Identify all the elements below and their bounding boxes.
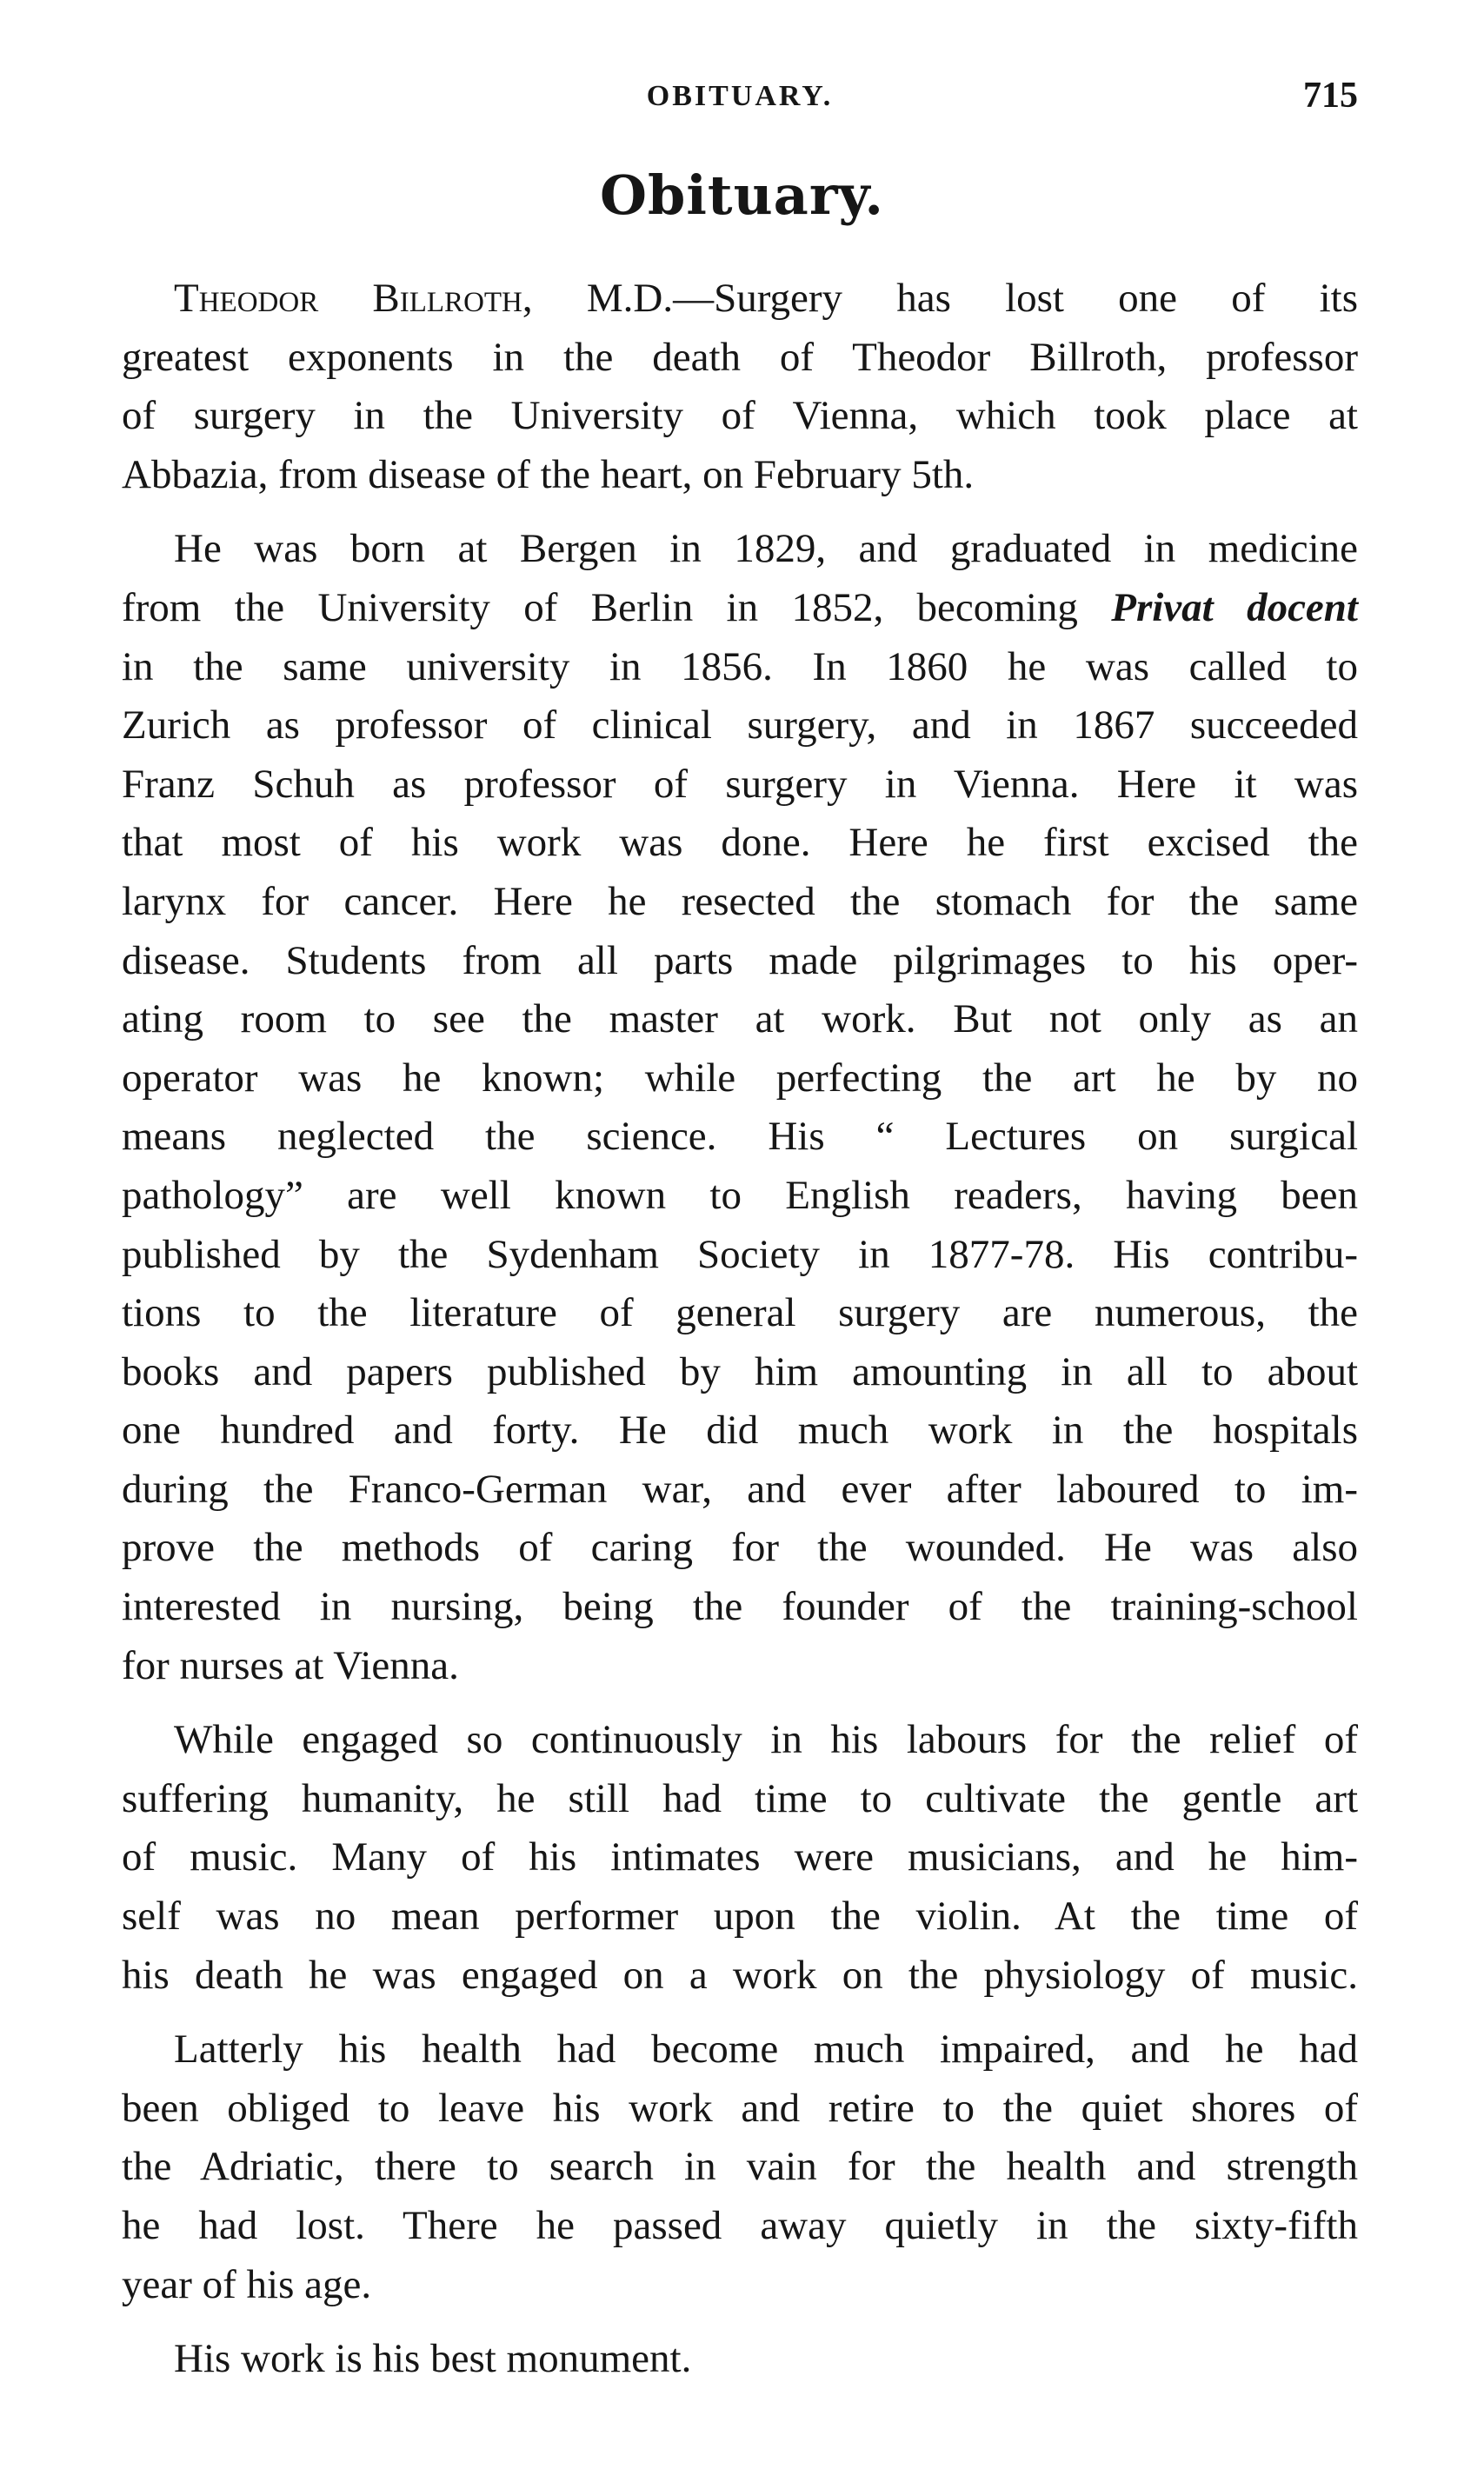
text-line: While engaged so continuously in his labours for the relief of bbox=[174, 1717, 1358, 1763]
running-head: OBITUARY. bbox=[646, 80, 834, 112]
text-line: in the same university in 1856. In 1860 he was called to bbox=[122, 643, 1358, 689]
text-line: disease. Students from all parts made pilgrimages to his oper- bbox=[122, 937, 1358, 983]
paragraph bbox=[122, 2330, 1358, 2389]
text-line: self was no mean performer upon the violin. At the time of bbox=[122, 1893, 1358, 1940]
text-line: pathology” are well known to English readers, having been bbox=[122, 1172, 1358, 1218]
text-line: suffering humanity, he still had time to cultivate the gentle art bbox=[122, 1775, 1358, 1821]
paragraph bbox=[122, 2020, 1358, 2314]
text-line: of surgery in the University of Vienna, which took place at bbox=[122, 393, 1358, 439]
italic-term: Privat docent bbox=[1111, 584, 1358, 630]
text-line: greatest exponents in the death of Theodor Billroth, professor bbox=[122, 334, 1358, 380]
text-line: during the Franco-German war, and ever after laboured to im- bbox=[122, 1466, 1358, 1512]
section-title: Obituary. bbox=[600, 163, 884, 227]
paragraph bbox=[122, 270, 1358, 504]
text-line: Zurich as professor of clinical surgery, and in 1867 succeeded bbox=[122, 702, 1358, 749]
text-line: of music. Many of his intimates were musicians, and he him- bbox=[122, 1834, 1358, 1880]
text-line: from the University of Berlin in 1852, becoming Privat docent bbox=[122, 584, 1358, 630]
text-line: his death he was engaged on a work on the physiology of music. bbox=[122, 1952, 1358, 1998]
paragraph bbox=[122, 1711, 1358, 2005]
page-header bbox=[122, 76, 1358, 132]
text-line: books and papers published by him amounting in all to about bbox=[122, 1348, 1358, 1394]
text-line: operator was he known; while perfecting the art he by no bbox=[122, 1055, 1358, 1101]
text-line: larynx for cancer. Here he resected the stomach for the same bbox=[122, 878, 1358, 924]
text-line: interested in nursing, being the founder of the training-school bbox=[122, 1584, 1358, 1630]
text-line: He was born at Bergen in 1829, and graduated in medicine bbox=[174, 526, 1358, 572]
page-number: 715 bbox=[1303, 76, 1358, 116]
text-line: Latterly his health had become much impaired, and he had bbox=[174, 2026, 1358, 2073]
text-line: Franz Schuh as professor of surgery in Vienna. Here it was bbox=[122, 761, 1358, 807]
article-body bbox=[122, 270, 1358, 2405]
text-line: he had lost. There he passed away quietly in the sixty-fifth bbox=[122, 2203, 1358, 2248]
text-line: been obliged to leave his work and retire to the quiet shores of bbox=[122, 2085, 1358, 2131]
text-line: year of his age. bbox=[122, 2261, 372, 2307]
text-line: Abbazia, from disease of the heart, on February 5th. bbox=[122, 451, 975, 497]
text-line: the Adriatic, there to search in vain for the health and strength bbox=[122, 2144, 1358, 2190]
text-line: ating room to see the master at work. But not only as an bbox=[122, 996, 1358, 1042]
text-line: that most of his work was done. Here he first excised the bbox=[122, 820, 1358, 866]
text-line: means neglected the science. His “ Lectures on surgical bbox=[122, 1114, 1358, 1160]
subject-name: Theodor Billroth, bbox=[174, 276, 533, 321]
text-line: Theodor Billroth, M.D.—Surgery has lost one of its bbox=[174, 276, 1358, 321]
text-line: one hundred and forty. He did much work in the hospitals bbox=[122, 1408, 1358, 1454]
paragraph bbox=[122, 520, 1358, 1695]
text-line: published by the Sydenham Society in 1877-78. His contribu- bbox=[122, 1231, 1358, 1277]
text-line: tions to the literature of general surgery are numerous, the bbox=[122, 1290, 1358, 1336]
text-line: prove the methods of caring for the wounded. He was also bbox=[122, 1525, 1358, 1571]
text-line: for nurses at Vienna. bbox=[122, 1642, 459, 1688]
text-line: His work is his best monument. bbox=[174, 2336, 692, 2382]
